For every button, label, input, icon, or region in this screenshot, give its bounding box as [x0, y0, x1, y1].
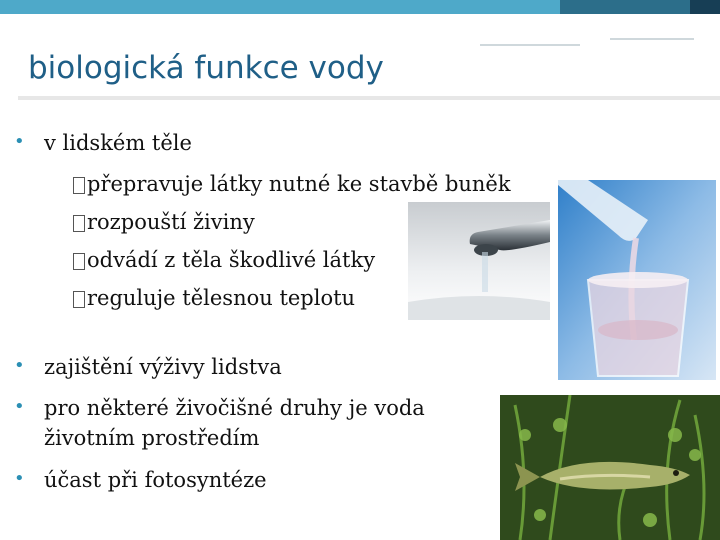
top-bar-dark	[690, 0, 720, 14]
top-bar-mid	[560, 0, 690, 14]
sub-item	[73, 284, 355, 312]
bullet-text: účast při fotosyntéze	[44, 468, 267, 492]
pike-fish-image	[500, 395, 720, 540]
sub-item	[73, 208, 255, 236]
title-divider	[18, 96, 720, 100]
missing-glyph-icon	[73, 291, 85, 308]
bullet-text-continued: životním prostředím	[44, 426, 260, 450]
faucet-image	[408, 202, 550, 320]
bullet-dot: •	[14, 355, 25, 376]
missing-glyph-icon	[73, 177, 85, 194]
missing-glyph-icon	[73, 215, 85, 232]
bullet-text: pro některé živočišné druhy je voda	[44, 396, 425, 420]
top-accent-line	[610, 38, 694, 40]
sub-item-text: přepravuje látky nutné ke stavbě buněk	[87, 172, 511, 196]
bullet-text: zajištění výživy lidstva	[44, 355, 282, 379]
top-bar-light	[0, 0, 560, 14]
sub-item	[73, 246, 375, 274]
sub-item-text: odvádí z těla škodlivé látky	[87, 248, 376, 272]
bullet-dot: •	[14, 396, 25, 417]
bullet-dot: •	[14, 131, 25, 152]
bullet-dot: •	[14, 468, 25, 489]
bullet-text: v lidském těle	[44, 131, 192, 155]
slide-title: biologická funkce vody	[28, 50, 384, 86]
missing-glyph-icon	[73, 253, 85, 270]
top-decoration-bar	[0, 0, 720, 14]
top-accent-line	[480, 44, 580, 46]
water-glass-image	[558, 180, 716, 380]
sub-item-text: rozpouští živiny	[87, 210, 255, 234]
sub-item	[73, 170, 511, 198]
sub-item-text: reguluje tělesnou teplotu	[87, 286, 356, 310]
